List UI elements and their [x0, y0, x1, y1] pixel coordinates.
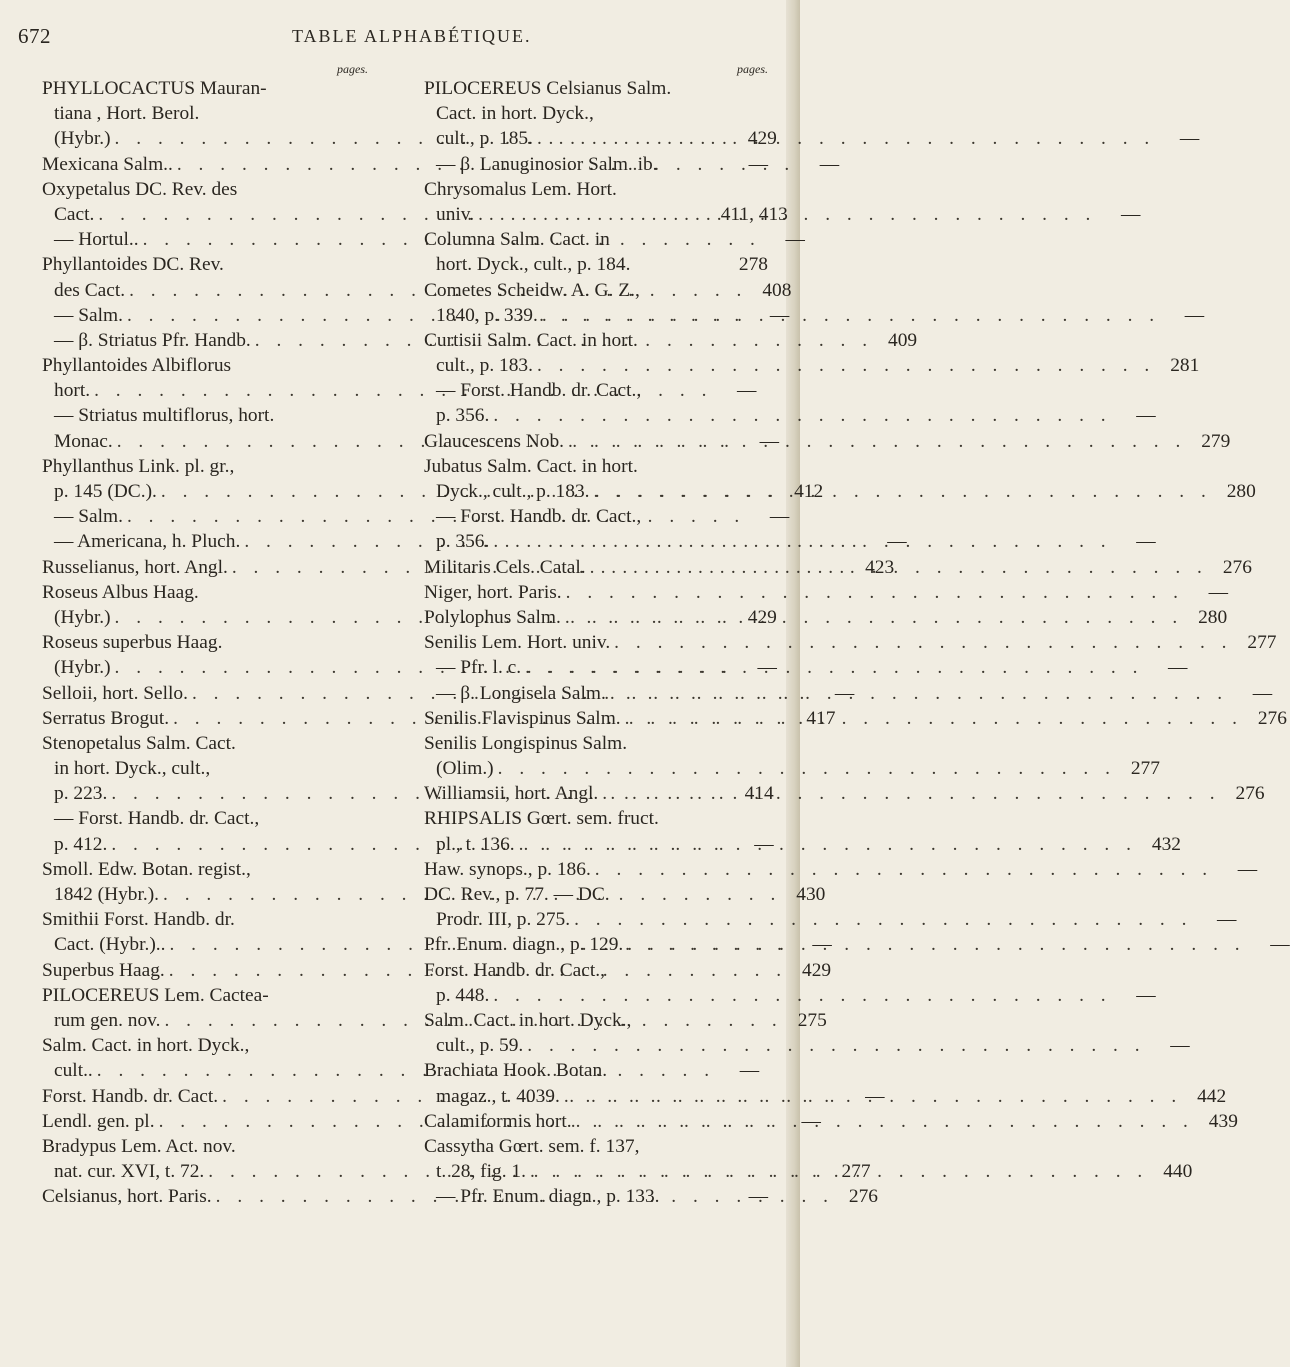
entry-text: rum gen. nov. — [54, 1009, 161, 1031]
entry-text: hort. — [54, 380, 91, 402]
page-reference: 277 — [1247, 632, 1277, 654]
page-reference: 412 — [794, 481, 824, 502]
entry-text: Haw. synops., p. 186. — [424, 858, 591, 880]
index-entry-line — [424, 126, 1200, 151]
entry-text: nat. cur. XVI, t. 72. — [54, 1161, 205, 1183]
page-reference: 279 — [1201, 430, 1231, 452]
index-entry-line — [424, 1008, 768, 1033]
page-reference: 430 — [796, 884, 826, 905]
page-reference: — — [748, 1186, 768, 1208]
page-reference: 280 — [1198, 606, 1228, 628]
entry-text: cult., p. 183. — [436, 355, 533, 377]
page-reference: 414 — [744, 783, 774, 805]
entry-text: — Pfr. l. c. — [436, 657, 522, 679]
index-entry-line — [424, 630, 1277, 655]
entry-text: — Hortul.. — [54, 229, 139, 251]
dot-leader — [564, 429, 1186, 454]
dot-leader — [623, 932, 1245, 957]
entry-text: p. 356. — [436, 531, 490, 553]
entry-text: Salm. Cact. in hort. Dyck., — [42, 1035, 250, 1057]
entry-text: in hort. Dyck., cult., — [54, 758, 211, 780]
page-reference: — — [1237, 858, 1258, 880]
page-reference: 277 — [841, 1161, 871, 1183]
index-entry-line — [424, 227, 768, 252]
index-entry-line — [424, 202, 1141, 227]
index-entry-line — [42, 101, 372, 126]
index-entry-line — [424, 907, 1237, 932]
page-reference: 423 — [865, 556, 895, 578]
entry-text: p. 223. — [54, 783, 108, 805]
index-entry-line — [42, 1134, 372, 1159]
page-reference: — — [785, 229, 805, 251]
page-reference: 276 — [848, 1186, 878, 1208]
index-entry-line — [42, 252, 372, 277]
index-entry-line — [424, 1058, 768, 1083]
entry-text: cult., p. 185. — [436, 128, 533, 150]
index-entry-line — [424, 1184, 768, 1209]
entry-text: PILOCEREUS Celsianus Salm. — [424, 78, 672, 99]
entry-text: Russelianus, hort. Angl. — [42, 556, 228, 578]
entry-text: Cometes Scheidw. A. G. Z., — [424, 279, 640, 301]
page-reference: 276 — [1235, 783, 1265, 805]
index-entry-line — [424, 378, 768, 403]
dot-leader — [586, 555, 1208, 580]
page-reference: 275 — [797, 1009, 827, 1031]
entry-text: t. 28, fig. 1. — [436, 1161, 526, 1183]
page-reference: 429 — [802, 959, 832, 981]
index-entry-line — [424, 681, 1273, 706]
entry-text: (Olim.) — [436, 758, 494, 780]
page-reference: 276 — [1257, 707, 1287, 729]
page-reference: — — [739, 1060, 760, 1082]
dot-leader — [538, 303, 1160, 328]
page-reference: — — [754, 833, 774, 855]
index-entry-line — [42, 756, 372, 781]
page-reference: — — [1121, 203, 1141, 225]
index-entry-line — [424, 429, 1231, 454]
entry-text: magaz., t. 4039. — [436, 1085, 560, 1107]
index-entry-line — [424, 328, 768, 353]
page-reference: — — [757, 657, 777, 679]
dot-leader — [562, 580, 1184, 605]
entry-text: p. 412. — [54, 833, 108, 855]
page-reference: 276 — [1222, 556, 1252, 578]
index-entry-line — [42, 353, 372, 378]
index-entry-line — [424, 278, 768, 303]
dot-leader — [570, 907, 1192, 932]
index-entry-line — [42, 907, 372, 932]
entry-text: Calamiformis hort. — [424, 1110, 572, 1132]
entry-text: Forst. Handb. dr. Cact. — [42, 1085, 219, 1107]
entry-text: Lendl. gen. pl. — [42, 1110, 155, 1132]
page-reference: 417 — [806, 707, 836, 729]
page-reference: — — [1208, 581, 1228, 603]
dot-leader — [561, 605, 1183, 630]
running-title: TABLE ALPHABÉTIQUE. — [292, 26, 532, 46]
entry-text: Forst. Handb. dr. Cact., — [424, 959, 605, 981]
entry-text: Senilis Longispinus Salm. — [424, 732, 628, 754]
entry-text: Cact. — [54, 203, 95, 225]
entry-text: Phyllantoides Albiflorus — [42, 355, 232, 377]
index-entry-line — [424, 529, 1156, 554]
index-entry-line — [424, 580, 1228, 605]
entry-text: (Hybr.) — [54, 657, 111, 679]
entry-text: (Hybr.) — [54, 606, 111, 628]
entry-text: Chrysomalus Lem. Hort. — [424, 178, 617, 200]
page-reference: — — [834, 682, 855, 704]
page-reference: 409 — [888, 329, 918, 351]
index-entry-line — [42, 731, 372, 756]
pages-label: pages. — [337, 62, 368, 76]
entry-text: — β. Longisela Salm. — [436, 682, 606, 704]
index-entry-line — [424, 983, 1156, 1008]
page-reference: 429 — [747, 606, 777, 628]
entry-text: Pfr. Enum. diagn., p. 129. — [424, 934, 624, 956]
index-entry-line — [42, 1033, 372, 1058]
entry-text: Monac. — [54, 430, 113, 452]
page-reference: — — [812, 934, 832, 956]
entry-text: — Striatus multiflorus, hort. — [54, 405, 275, 427]
entry-text: Senilis Lem. Hort. univ. — [424, 632, 611, 654]
entry-text: Brachiata Hook. Botan. — [424, 1060, 608, 1082]
index-entry-line — [42, 177, 372, 202]
index-entry-line — [42, 630, 372, 655]
entry-text: Phyllanthus Link. pl. gr., — [42, 455, 235, 477]
entry-text: RHIPSALIS Gœrt. sem. fruct. — [424, 808, 659, 830]
dot-leader — [489, 983, 1111, 1008]
index-entry-line — [424, 76, 768, 101]
page-reference: 278 — [738, 254, 768, 276]
dot-leader — [621, 706, 1243, 731]
entry-text: PILOCEREUS Lem. Cactea- — [42, 984, 269, 1006]
page-reference: 411, 413 — [720, 203, 788, 225]
page-reference: — — [759, 430, 780, 452]
index-entry-line — [424, 177, 768, 202]
entry-text: Cassytha Gœrt. sem. f. 137, — [424, 1135, 640, 1157]
entry-text: Bradypus Lem. Act. nov. — [42, 1135, 236, 1157]
entry-text: Serratus Brogut. — [42, 707, 170, 729]
entry-text: Stenopetalus Salm. Cact. — [42, 732, 236, 754]
index-entry-line — [42, 857, 372, 882]
dot-leader — [598, 781, 1220, 806]
page-reference: — — [801, 1110, 821, 1132]
entry-text: — Forst. Handb. dr. Cact., — [436, 380, 642, 402]
index-entry-line — [424, 101, 768, 126]
index-entry-line — [424, 806, 768, 831]
entry-text: 1842 (Hybr.). — [54, 884, 160, 905]
page-reference: 277 — [1130, 758, 1160, 780]
entry-text: Niger, hort. Paris. — [424, 581, 562, 603]
page-reference: — — [1270, 934, 1290, 956]
index-entry-line — [424, 353, 1200, 378]
page-reference: — — [1136, 984, 1156, 1006]
index-entry-line — [424, 454, 768, 479]
entry-text: Smithii Forst. Handb. dr. — [42, 909, 235, 931]
entry-text: Glaucescens Nob. — [424, 430, 564, 452]
page-reference: 281 — [1170, 355, 1200, 377]
index-entry-line — [424, 832, 1181, 857]
dot-leader — [590, 479, 1212, 504]
entry-text: Mexicana Salm.. — [42, 153, 173, 175]
index-entry-line — [42, 454, 372, 479]
dot-leader — [489, 403, 1111, 428]
entry-text: (Hybr.) — [54, 128, 111, 150]
entry-text: Roseus Albus Haag. — [42, 581, 199, 603]
entry-text: Senilis Flavispinus Salm. — [424, 707, 621, 729]
entry-text: cult.. — [54, 1060, 93, 1082]
entry-text: Salm. Cact. in hort. Dyck., — [424, 1009, 632, 1031]
page-reference: 440 — [1163, 1161, 1193, 1183]
dot-leader — [474, 202, 1096, 227]
entry-text: Smoll. Edw. Botan. regist., — [42, 858, 251, 880]
entry-text: — Forst. Handb. dr. Cact., — [54, 808, 260, 830]
entry-text: Columna Salm. Cact. in — [424, 229, 610, 251]
page-reference: 439 — [1208, 1110, 1238, 1132]
entry-text: Oxypetalus DC. Rev. des — [42, 178, 238, 200]
page-reference: — — [1184, 304, 1205, 326]
index-entry-line — [424, 152, 768, 177]
entry-text: p. 356. — [436, 405, 490, 427]
index-entry-line — [42, 403, 372, 428]
entry-text: Celsianus, hort. Paris. — [42, 1186, 212, 1208]
entry-text: des Cact. — [54, 279, 126, 301]
entry-text: DC. Rev., p. 77. — DC. — [424, 884, 610, 905]
entry-text: Selloii, hort. Sello. — [42, 682, 188, 704]
index-entry-line — [424, 655, 1188, 680]
dot-leader — [523, 1033, 1145, 1058]
entry-text: Jubatus Salm. Cact. in hort. — [424, 455, 638, 477]
pages-label: pages. — [737, 62, 768, 76]
page-reference: — — [1170, 1035, 1190, 1057]
page-reference: — — [1168, 657, 1188, 679]
entry-text: pl., t. 136. — [436, 833, 515, 855]
page-reference: — — [769, 304, 790, 326]
entry-text: univ. — [436, 203, 475, 225]
page-reference: — — [1136, 405, 1156, 427]
dot-leader — [560, 1084, 1182, 1109]
page-reference: — — [748, 153, 768, 175]
dot-leader — [610, 630, 1232, 655]
page-reference: 429 — [747, 128, 777, 150]
index-entry-line — [42, 580, 372, 605]
entry-text: Militaris Cels. Catal. — [424, 556, 586, 578]
index-entry-line — [424, 605, 1228, 630]
dot-leader — [606, 681, 1228, 706]
dot-leader — [533, 126, 1155, 151]
entry-text: Dyck., cult., p. 183. — [436, 481, 590, 502]
index-entry-line — [424, 252, 768, 277]
index-entry-line — [424, 1134, 768, 1159]
index-entry-line — [424, 1109, 1238, 1134]
page-reference: — — [1252, 682, 1273, 704]
index-entry-line — [424, 781, 1265, 806]
entry-text: p. 448. — [436, 984, 490, 1006]
entry-text: Prodr. III, p. 275. — [436, 909, 571, 931]
dot-leader — [591, 857, 1213, 882]
dot-leader — [494, 756, 1116, 781]
index-entry-line — [424, 857, 1258, 882]
entry-text: Cact. (Hybr.).. — [54, 934, 166, 956]
entry-text: — β. Striatus Pfr. Handb. — [54, 329, 251, 351]
entry-text: tiana , Hort. Berol. — [54, 103, 200, 125]
page-reference: 432 — [1151, 833, 1181, 855]
index-entry-line — [424, 1033, 1190, 1058]
index-entry-line — [424, 504, 768, 529]
entry-text: PHYLLOCACTUS Mauran- — [42, 78, 267, 99]
index-entry-line — [424, 756, 1160, 781]
entry-text: hort. Dyck., cult., p. 184. — [436, 254, 631, 276]
page-reference: — — [865, 1085, 885, 1107]
entry-text: p. 145 (DC.). — [54, 481, 157, 502]
index-entry-line — [42, 983, 372, 1008]
dot-leader — [526, 1159, 1148, 1184]
index-entry-line — [424, 731, 768, 756]
page-reference: — — [819, 153, 840, 175]
dot-leader — [521, 655, 1143, 680]
dot-leader — [489, 529, 1111, 554]
page-reference: 442 — [1197, 1085, 1227, 1107]
entry-text: — β. Lanuginosior Salm. ib. — [436, 153, 658, 175]
entry-text: Cact. in hort. Dyck., — [436, 103, 594, 125]
entry-text: cult., p. 59. — [436, 1035, 524, 1057]
page-reference: 280 — [1226, 481, 1256, 502]
page-reference: — — [1136, 531, 1156, 553]
page-header — [0, 24, 790, 50]
page-reference: — — [737, 380, 757, 402]
dot-leader — [533, 353, 1155, 378]
page-reference: — — [1179, 128, 1200, 150]
index-entry-line — [424, 403, 1156, 428]
entry-text: 1840, p. 339. — [436, 304, 538, 326]
index-entry-line — [424, 958, 768, 983]
entry-text: — Pfr. Enum. diagn., p. 133. — [436, 1186, 660, 1208]
entry-text: — Forst. Handb. dr. Cact., — [436, 506, 642, 528]
entry-text: Phyllantoides DC. Rev. — [42, 254, 224, 276]
entry-text: Williamsii, hort. Angl. — [424, 783, 599, 805]
entry-text: Curtisii Salm. Cact. in hort. — [424, 329, 638, 351]
entry-text: — Americana, h. Pluch. — [54, 531, 241, 553]
dot-leader — [515, 832, 1137, 857]
index-entry-line — [424, 1084, 1227, 1109]
entry-text: — Salm. — [54, 506, 123, 528]
dot-leader — [572, 1109, 1194, 1134]
page-number: 672 — [18, 24, 51, 48]
page-reference: — — [769, 506, 790, 528]
index-entry-line — [424, 932, 1290, 957]
index-entry-line — [424, 882, 768, 907]
page-reference: 408 — [762, 279, 792, 301]
index-entry-line — [42, 806, 372, 831]
entry-text: Polylophus Salm. — [424, 606, 561, 628]
page-reference: — — [887, 531, 907, 553]
entry-text: — Salm. — [54, 304, 123, 326]
entry-text: Superbus Haag. — [42, 959, 165, 981]
index-entry-line — [42, 76, 372, 101]
page-reference: — — [1217, 909, 1237, 931]
entry-text: Roseus superbus Haag. — [42, 632, 223, 654]
index-entry-line — [424, 303, 1205, 328]
